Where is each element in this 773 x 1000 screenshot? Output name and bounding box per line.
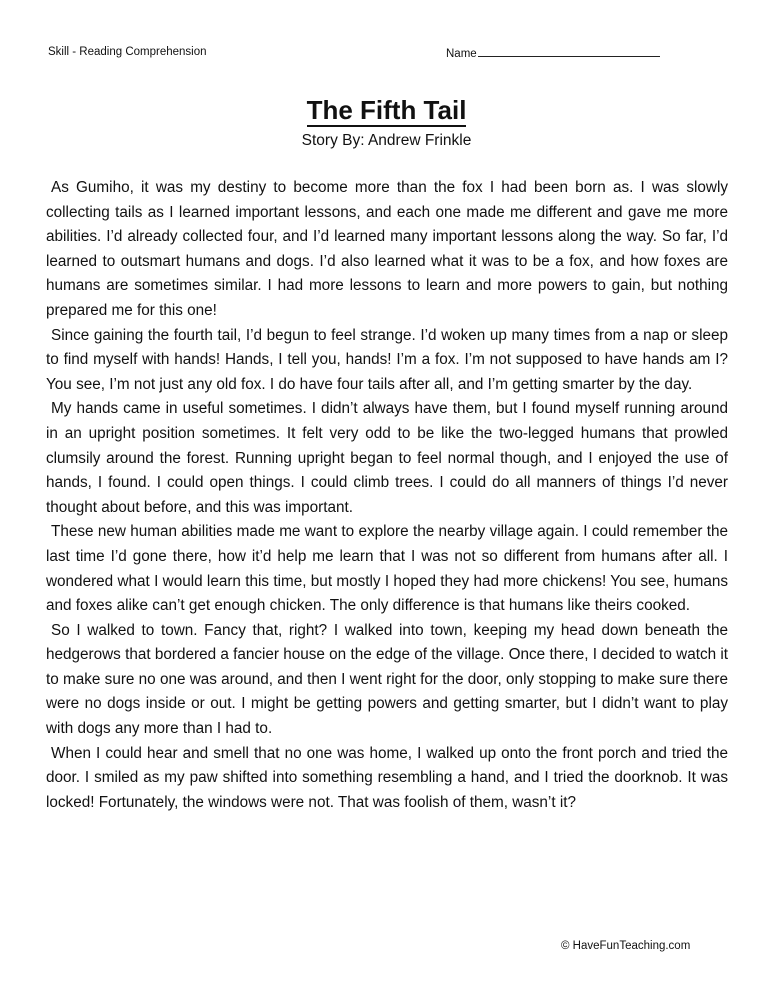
story-paragraph-5: So I walked to town. Fancy that, right? I walked into town, keeping my head down beneath the hedgerows that bordered a fancier house on the edge of the village. Once there, I decided to watch it to make sure no one was around, and then I went right for the door, only stopping to make sure there were no dogs inside or out. I might be getting powers and getting smarter, but I didn’t want to play with dogs any more than I had to.	[46, 621, 729, 738]
story-byline: Story By: Andrew Frinkle	[301, 132, 472, 149]
copyright-footer: © HaveFunTeaching.com	[561, 940, 691, 952]
name-label: Name	[446, 48, 477, 60]
story-paragraph-6: When I could hear and smell that no one was home, I walked up onto the front porch and tried the door. I smiled as my paw shifted into something resembling a hand, and I tried the doorknob. It was locked! Fortunately, the windows were not. That was foolish of them, wasn’t it?	[46, 744, 728, 811]
story-paragraph-4: These new human abilities made me want to explore the nearby village again. I could remember the last time I’d gone there, how it’d help me learn that I was not so different from humans after all. I wondered what I would learn this time, but mostly I hoped they had more chickens! You see, humans and foxes alike can’t get enough chicken. The only difference is that humans like theirs cooked.	[46, 523, 728, 615]
worksheet-header	[48, 46, 725, 62]
name-field	[446, 46, 660, 60]
name-blank-line	[478, 46, 660, 57]
story-paragraph-2: Since gaining the fourth tail, I’d begun to feel strange. I’d woken up many times from a nap or sleep to find myself with hands! Hands, I tell you, hands! I’m a fox. I’m not supposed to have hands am I? You see, I’m not just any old fox. I do have four tails after all, and I’m getting smarter by the day.	[46, 326, 728, 393]
story-paragraph-1: As Gumiho, it was my destiny to become more than the fox I had been born as. I was slowly collecting tails as I learned important lessons, and each one made me different and gave me more abilities. I’d already collected four, and I’d learned many important lessons along the way. So far, I’d learned to outsmart humans and dogs. I’d also learned what it was to be a fox, and how foxes are humans are sometimes similar. I had more lessons to learn and more powers to gain, but nothing prepared me for this one!	[46, 179, 728, 319]
story-paragraph-3: My hands came in useful sometimes. I didn’t always have them, but I found myself running around in an upright position sometimes. It felt very odd to be like the two-legged humans that prowled clumsily around the forest. Running upright began to feel normal though, and I enjoyed the use of hands, I found. I could open things. I could climb trees. I could do all manners of things I’d never thought about before, and this was important.	[46, 400, 728, 516]
skill-label: Skill - Reading Comprehension	[48, 46, 207, 58]
story-title-text: The Fifth Tail	[306, 95, 467, 125]
story-body	[46, 176, 728, 815]
story-title	[0, 94, 773, 126]
